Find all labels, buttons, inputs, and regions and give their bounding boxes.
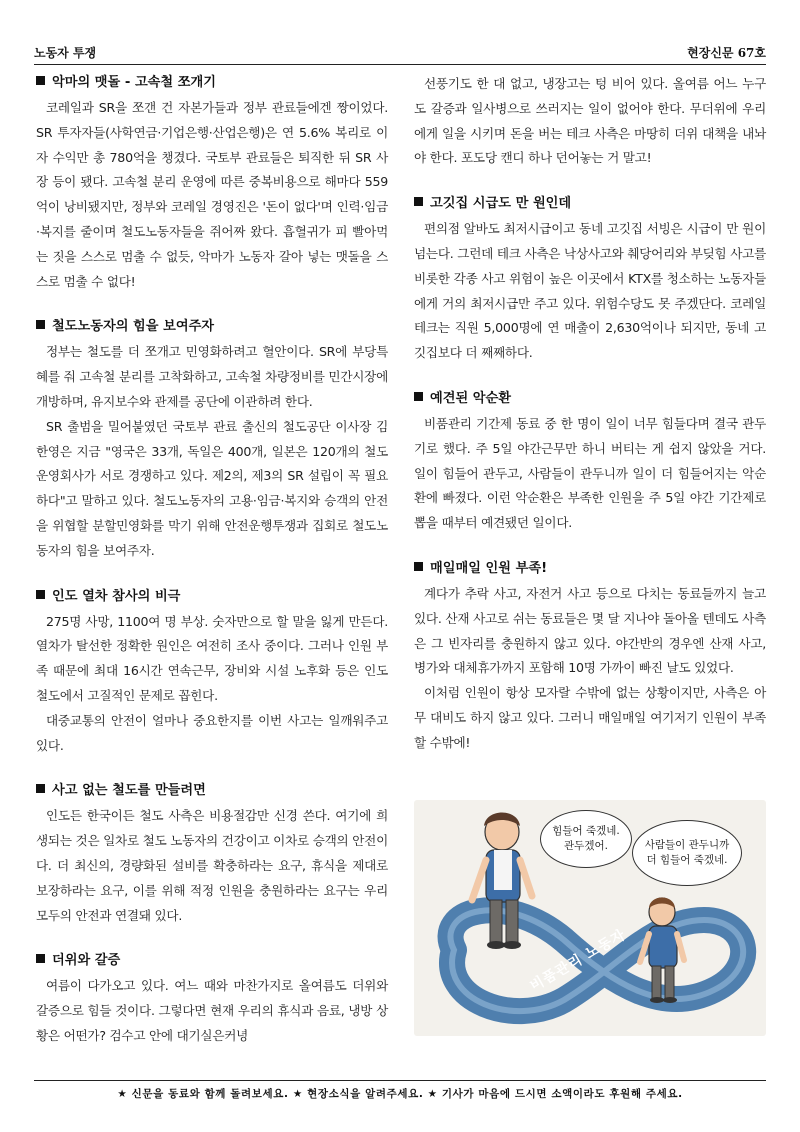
section-heading-text: 인도 열차 참사의 비극 (52, 588, 181, 604)
section-heading (36, 586, 388, 608)
paragraph: 선풍기도 한 대 없고, 냉장고는 텅 비어 있다. 올여름 어느 누구도 갈증과 일사병으로 쓰러지는 일이 없어야 한다. 무더위에 우리에게 일을 시키며 돈을 버는 테크 사측은 마땅히 더위 대책을 내놔야 한다. 포도당 캔디 하나 던어놓는 거 말고! (414, 76, 766, 166)
footer-divider (34, 1080, 766, 1081)
left-column (36, 72, 388, 1071)
cartoon-illustration (414, 800, 766, 1036)
square-bullet-icon (36, 76, 45, 85)
header-divider (34, 64, 766, 65)
paragraph: 275명 사망, 1100여 명 부상. 숫자만으로 할 말을 잃게 만든다. 열차가 탈선한 정확한 원인은 여전히 조사 중이다. 그러나 인원 부족 때문에 최대 16시간 연속근무, 장비와 시설 노후화 등은 인도 철도에서 고질적인 문제로 꼽힌다. (36, 613, 388, 703)
paragraph: 여름이 다가오고 있다. 여느 때와 마찬가지로 올여름도 더위와 갈증으로 힘들 것이다. 그렇다면 현재 우리의 휴식과 음료, 냉방 상황은 어떤가? 검수고 안에 대기실은커녕 (36, 978, 388, 1043)
article-section (414, 388, 766, 536)
square-bullet-icon (414, 392, 423, 401)
paragraph: SR 출범을 밀어붙였던 국토부 관료 출신의 철도공단 이사장 김한영은 지금 "영국은 33개, 독일은 400개, 일본은 120개의 철도 운영회사가 서로 경쟁하고 있다. 제2의, 제3의 SR 설립이 꼭 필요하다"고 말하고 있다. 철도노동자의 고용·임금·복지와 승객의 안전을 위협할 분할민영화를 막기 위해 안전운행투쟁과 집회로 철도노동자의 힘을 보여주자. (36, 418, 388, 558)
article-section (36, 950, 388, 1048)
right-column (414, 72, 766, 778)
article-section (414, 193, 766, 366)
section-heading-text: 악마의 맷돌 - 고속철 쪼개기 (52, 75, 216, 90)
square-bullet-icon (36, 320, 45, 329)
paragraph: 코레일과 SR을 쪼갠 건 자본가들과 정부 관료들에겐 짱이었다. SR 투자자들(사학연금·기업은행·산업은행)은 연 5.6% 복리로 이자 수익만 총 780억을 챙겼다. 국토부 관료들은 퇴직한 뒤 SR 사장 등이 됐다. 고속철 분리 운영에 따른 중복비용으로 해마다 559억이 낭비됐지만, 정부와 코레일 경영진은 '돈이 없다'며 인력·임금·복지를 줄이며 철도노동자들을 쥐어짜 왔다. 흡혈귀가 피 빨아먹는 짓을 스스로 멈출 수 없듯, 악마가 노동자 갈아 넣는 맷돌을 스스로 멈출 수 없다! (36, 100, 388, 289)
paragraph: 인도든 한국이든 철도 사측은 비용절감만 신경 쓴다. 여기에 희생되는 것은 일차로 철도 노동자의 건강이고 이차로 승객의 안전이다. 더 최신의, 경량화된 설비를 확충하라는 요구, 휴식을 제대로 보장하라는 요구, 이를 위해 적정 인원을 충원하라는 요구는 우리 모두의 안전과 연결돼 있다. (36, 808, 388, 923)
section-heading (36, 780, 388, 802)
article-section (36, 316, 388, 563)
page-footer: ★ 신문을 동료와 함께 돌려보세요. ★ 현장소식을 알려주세요. ★ 기사가 마음에 드시면 소액이라도 후원해 주세요. (117, 1088, 683, 1100)
article-section (36, 72, 388, 294)
article-section (36, 780, 388, 928)
article-section (414, 558, 766, 756)
paragraph: 정부는 철도를 더 쪼개고 민영화하려고 혈안이다. SR에 부당특혜를 줘 고속철 분리를 고착화하고, 고속철 차량정비를 민간시장에 개방하며, 유지보수와 관제를 공단에 이관하려 한다. (36, 344, 388, 409)
section-heading-text: 매일매일 인원 부족! (430, 560, 548, 576)
section-heading-text: 더위와 갈증 (52, 953, 121, 969)
section-heading (36, 72, 388, 94)
paragraph: 이처럼 인원이 항상 모자랄 수밖에 없는 상황이지만, 사측은 아무 대비도 하지 않고 있다. 그러니 매일매일 여기저기 인원이 부족할 수밖에! (414, 685, 766, 750)
paragraph: 비품관리 기간제 동료 중 한 명이 일이 너무 힘들다며 결국 관두기로 했다. 주 5일 야간근무만 하니 버티는 게 쉽지 않았을 거다. 일이 힘들어 관두고, 사람들이 관두니까 일이 더 힘들어지는 악순환에 빠졌다. 이런 악순환은 부족한 인원을 주 5일 야간 기간제로 뽑을 때부터 예견됐던 일이다. (414, 415, 766, 531)
band-label: 비품관리 노동자 (527, 926, 629, 995)
section-heading-text: 예견된 악순환 (430, 390, 512, 406)
square-bullet-icon (414, 197, 423, 206)
article-section (36, 586, 388, 759)
section-heading (36, 316, 388, 338)
publication-section: 노동자 투쟁 (34, 46, 97, 60)
speech-bubble-left: 힘들어 죽겠네. 관두겠어. (540, 810, 632, 868)
issue-number: 현장신문 67호 (687, 46, 766, 60)
square-bullet-icon (36, 590, 45, 599)
section-heading (36, 950, 388, 972)
paragraph: 계다가 추락 사고, 자전거 사고 등으로 다치는 동료들까지 늘고 있다. 산재 사고로 쉬는 동료들은 몇 달 지나야 돌아올 텐데도 사측은 그 빈자리를 충원하지 않고 있다. 야간반의 경우엔 산재 사고, 병가와 대체휴가까지 포함해 10명 가까이 빠진 날도 있었다. (414, 585, 766, 676)
paragraph: 편의점 알바도 최저시급이고 동네 고깃집 서빙은 시급이 만 원이 넘는다. 그런데 테크 사측은 낙상사고와 췌당어리와 부딪힘 사고를 비롯한 각종 사고 위험이 높은 이곳에서 KTX를 청소하는 노동자들에게 거의 최저시급만 주고 있다. 위험수당도 못 주겠단다. 코레일 테크는 직원 5,000명에 연 매출이 2,630억이나 되지만, 동네 고깃집보다 더 째째하다. (414, 221, 766, 361)
speech-bubble-right: 사람들이 관두니까 더 힘들어 죽겠네. (632, 820, 742, 886)
page-header (34, 44, 766, 64)
article-section (414, 72, 766, 171)
section-heading-text: 고깃집 시급도 만 원인데 (430, 196, 572, 212)
section-heading (414, 388, 766, 410)
section-heading-text: 철도노동자의 힘을 보여주자 (52, 319, 215, 335)
paragraph: 대중교통의 안전이 얼마나 중요한지를 이번 사고는 일깨워주고 있다. (36, 712, 388, 753)
square-bullet-icon (36, 784, 45, 793)
section-heading (414, 558, 766, 580)
square-bullet-icon (36, 954, 45, 963)
section-heading-text: 사고 없는 철도를 만들려면 (52, 783, 206, 799)
section-heading (414, 193, 766, 215)
square-bullet-icon (414, 562, 423, 571)
